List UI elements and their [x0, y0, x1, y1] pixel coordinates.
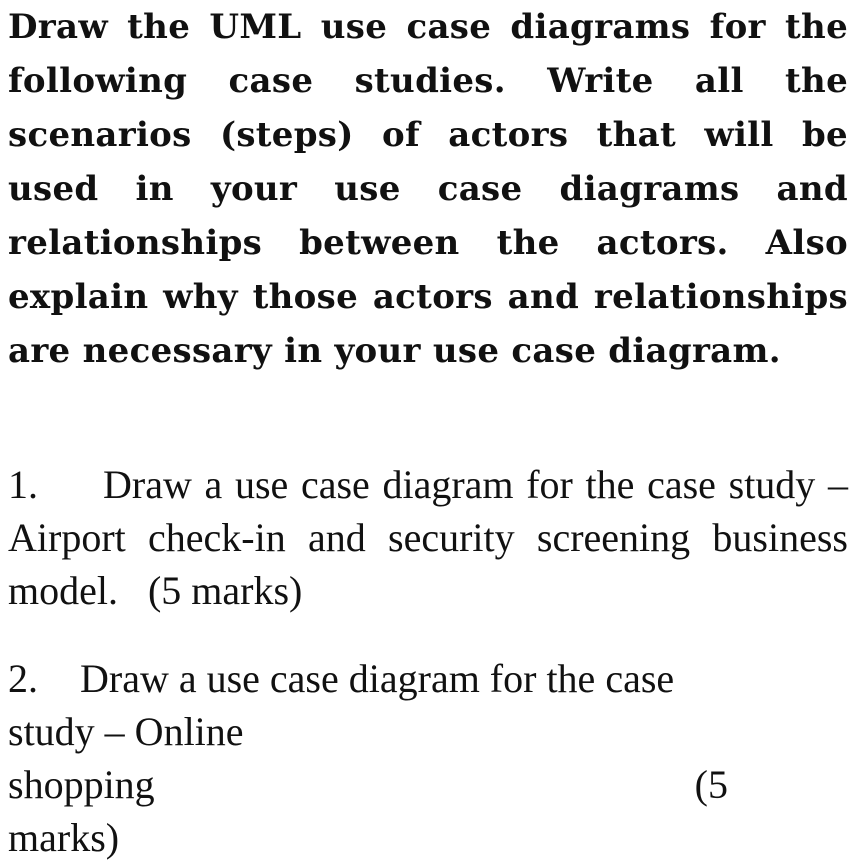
question-2-text-line-1: Draw a use case diagram for the case — [80, 656, 675, 701]
question-1-marks: (5 marks) — [147, 568, 303, 613]
question-2-number: 2. — [8, 656, 38, 701]
question-2-text-line-3: shopping — [8, 762, 155, 807]
question-2-marks-close: marks) — [8, 815, 120, 860]
instructions-paragraph: Draw the UML use case diagrams for the following case studies. Write all the scenarios (steps) of actors that will be used in your use case diagrams and relationships between the actors. Also explain why those actors and relationships are necessary in your use case diagram. — [8, 7, 848, 371]
question-1-number: 1. — [8, 462, 38, 507]
question-2 — [8, 652, 848, 864]
question-1 — [8, 458, 848, 617]
question-2-line-3 — [8, 758, 728, 811]
question-2-line-1 — [8, 652, 848, 705]
document-page — [8, 0, 848, 860]
question-1-text: Draw a use case diagram for the case study – Airport check-in and security screening business model. — [8, 462, 848, 613]
question-2-marks-open: (5 — [694, 762, 728, 807]
question-2-text-line-2: study – Online — [8, 709, 244, 754]
